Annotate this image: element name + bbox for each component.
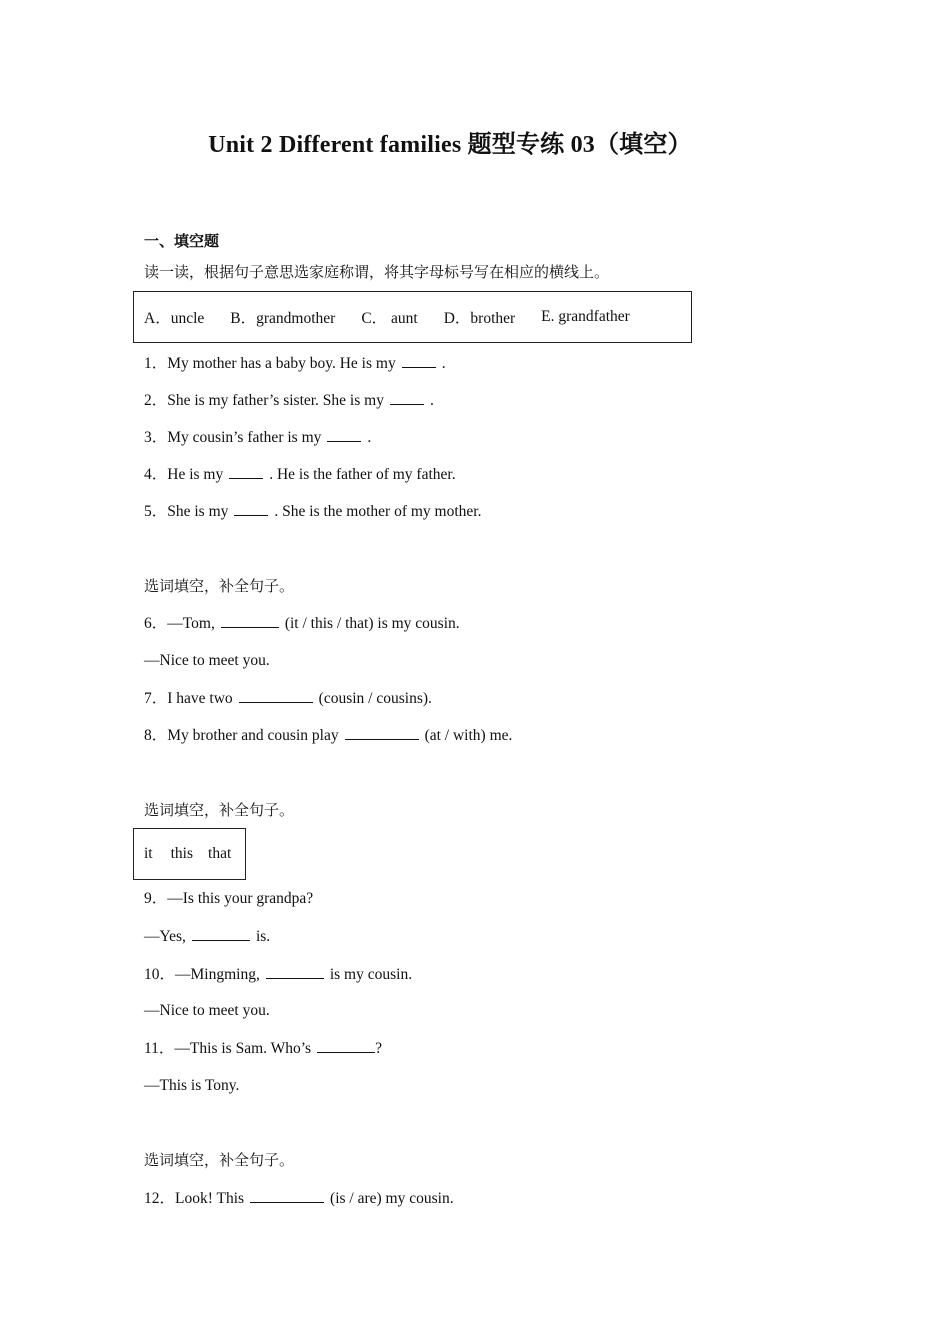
question-text-end: . xyxy=(441,355,446,372)
option-c: C． aunt xyxy=(361,310,418,327)
option-a: A．uncle xyxy=(144,310,205,327)
answer-blank[interactable] xyxy=(192,926,250,941)
question-text: 12．Look! This xyxy=(144,1190,245,1207)
question-text: —Yes, xyxy=(144,928,186,945)
question-text-end: . She is the mother of my mother. xyxy=(274,503,482,520)
question-8 xyxy=(144,725,512,746)
question-text: 1．My mother has a baby boy. He is my xyxy=(144,355,396,372)
answer-blank[interactable] xyxy=(221,613,279,628)
instruction-text: 读一读，根据句子意思选家庭称谓，将其字母标号写在相应的横线上。 xyxy=(144,263,610,281)
question-text: 7．I have two xyxy=(144,690,233,707)
instruction-text: 选词填空，补全句子。 xyxy=(144,801,295,819)
page-title: Unit 2 Different families 题型专练 03（填空） xyxy=(208,132,692,158)
option-d: D．brother xyxy=(443,310,516,327)
question-text-end: (is / are) my cousin. xyxy=(330,1190,454,1207)
section-heading: 一、填空题 xyxy=(144,232,220,250)
question-text: 6．—Tom, xyxy=(144,615,215,632)
question-text: 11．—This is Sam. Who’s xyxy=(144,1040,312,1057)
question-text-end: . xyxy=(367,429,372,446)
instruction-text: 选词填空，补全句子。 xyxy=(144,1151,295,1169)
question-text: 4．He is my xyxy=(144,466,224,483)
question-2 xyxy=(144,390,434,411)
option-e: E. grandfather xyxy=(541,308,630,325)
option-b: B．grandmother xyxy=(230,310,336,327)
question-text-end: is my cousin. xyxy=(329,966,413,983)
question-1 xyxy=(144,353,446,374)
word-bank-box xyxy=(133,828,246,880)
answer-blank[interactable] xyxy=(229,464,263,479)
word-option: this xyxy=(170,845,194,862)
dialogue-line: —Nice to meet you. xyxy=(144,652,270,669)
question-text-end: . He is the father of my father. xyxy=(269,466,456,483)
word-option: that xyxy=(208,845,232,862)
answer-blank[interactable] xyxy=(402,353,436,368)
answer-blank[interactable] xyxy=(250,1188,324,1203)
question-text: 3．My cousin’s father is my xyxy=(144,429,322,446)
answer-blank[interactable] xyxy=(266,964,324,979)
question-6 xyxy=(144,613,460,634)
dialogue-line: —Nice to meet you. xyxy=(144,1002,270,1019)
answer-blank[interactable] xyxy=(327,427,361,442)
question-text-end: ? xyxy=(375,1040,382,1057)
instruction-text: 选词填空，补全句子。 xyxy=(144,577,295,595)
question-text: 10．—Mingming, xyxy=(144,966,260,983)
question-7 xyxy=(144,688,432,709)
question-text: 5．She is my xyxy=(144,503,229,520)
question-10 xyxy=(144,964,412,985)
question-11 xyxy=(144,1038,382,1059)
answer-blank[interactable] xyxy=(390,390,424,405)
dialogue-line: —This is Tony. xyxy=(144,1077,240,1094)
question-text: 8．My brother and cousin play xyxy=(144,727,339,744)
question-text-end: (cousin / cousins). xyxy=(318,690,432,707)
question-text-end: . xyxy=(429,392,434,409)
dialogue-line xyxy=(144,926,270,947)
answer-blank[interactable] xyxy=(239,688,313,703)
question-12 xyxy=(144,1188,454,1209)
question-3 xyxy=(144,427,371,448)
question-9: 9．—Is this your grandpa? xyxy=(144,890,314,907)
question-text-end: (at / with) me. xyxy=(424,727,513,744)
question-text: 2．She is my father’s sister. She is my xyxy=(144,392,384,409)
options-box xyxy=(133,291,692,343)
question-text-end: (it / this / that) is my cousin. xyxy=(284,615,460,632)
word-option: it xyxy=(144,845,153,862)
question-4 xyxy=(144,464,456,485)
answer-blank[interactable] xyxy=(317,1038,375,1053)
question-5 xyxy=(144,501,481,522)
answer-blank[interactable] xyxy=(234,501,268,516)
question-text-end: is. xyxy=(255,928,271,945)
answer-blank[interactable] xyxy=(345,725,419,740)
